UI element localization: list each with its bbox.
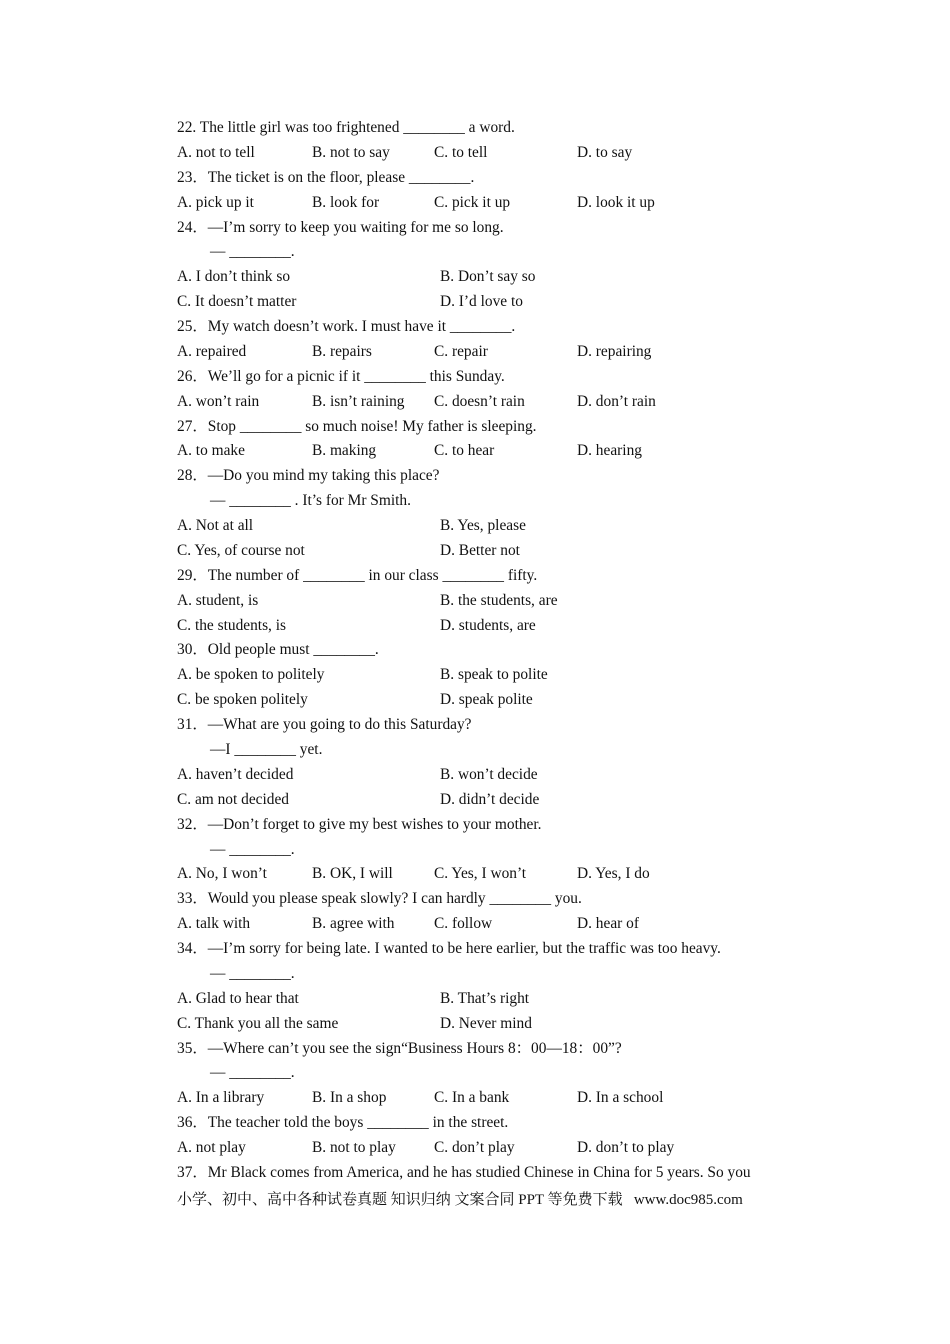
answer-option: B. the students, are [440,591,558,609]
answer-option: A. to make [177,442,245,460]
dialogue-reply: — ________. [210,840,295,858]
question-text: 30．Old people must ________. [177,641,379,659]
answer-option: A. student, is [177,591,259,609]
answer-option: B. agree with [312,915,395,933]
answer-option: B. repairs [312,342,372,360]
answer-option: C. It doesn’t matter [177,293,297,311]
answer-option: D. In a school [577,1089,664,1107]
answer-option: D. I’d love to [440,293,523,311]
answer-option: D. hearing [577,442,642,460]
question-text: 22. The little girl was too frightened ________ a word. [177,119,515,136]
question-text: 32．—Don’t forget to give my best wishes to your mother. [177,815,542,833]
answer-option: D. students, are [440,616,536,634]
dialogue-reply: — ________. [210,1064,295,1082]
answer-option: A. be spoken to politely [177,666,325,684]
answer-option: A. not play [177,1139,246,1157]
answer-option: A. pick up it [177,193,254,211]
answer-option: B. Yes, please [440,517,526,535]
question-text: 37．Mr Black comes from America, and he has studied Chinese in China for 5 years. So you [177,1163,751,1181]
answer-option: D. don’t rain [577,392,656,410]
answer-option: B. Don’t say so [440,268,536,286]
page-footer: 小学、初中、高中各种试卷真题 知识归纳 文案合同 PPT 等免费下载 www.doc985.com [177,1192,743,1208]
answer-option: D. Better not [440,541,520,559]
question-text: 27．Stop ________ so much noise! My father is sleeping. [177,417,537,435]
question-text: 25．My watch doesn’t work. I must have it ________. [177,318,516,336]
answer-option: B. not to play [312,1139,396,1157]
dialogue-reply: — ________. [210,243,295,261]
answer-option: A. not to tell [177,143,255,161]
answer-option: D. repairing [577,342,652,360]
dialogue-reply: —I ________ yet. [210,741,323,758]
answer-option: C. Yes, of course not [177,541,305,559]
answer-option: D. speak polite [440,691,533,709]
question-text: 36．The teacher told the boys ________ in the street. [177,1114,509,1132]
answer-option: D. don’t to play [577,1139,675,1157]
answer-option: D. didn’t decide [440,790,540,808]
question-text: 29．The number of ________ in our class ________ fifty. [177,566,538,584]
question-text: 31．—What are you going to do this Saturday? [177,716,472,734]
answer-option: B. won’t decide [440,765,538,783]
answer-option: D. Yes, I do [577,865,650,883]
answer-option: D. Never mind [440,1014,532,1032]
answer-option: C. repair [434,342,488,360]
answer-option: D. look it up [577,193,655,211]
answer-option: D. hear of [577,915,639,933]
answer-option: C. to hear [434,442,495,460]
answer-option: A. haven’t decided [177,765,294,783]
answer-option: B. In a shop [312,1089,387,1107]
question-text: 26．We’ll go for a picnic if it ________ this Sunday. [177,367,505,385]
answer-option: C. be spoken politely [177,691,308,709]
answer-option: C. Yes, I won’t [434,865,527,883]
answer-option: A. won’t rain [177,392,260,410]
question-text: 24．—I’m sorry to keep you waiting for me so long. [177,218,504,236]
answer-option: B. That’s right [440,989,530,1007]
answer-option: C. In a bank [434,1089,510,1107]
answer-option: C. doesn’t rain [434,392,525,410]
question-text: 35．—Where can’t you see the sign“Business Hours 8：00—18：00”? [177,1039,622,1057]
answer-option: A. Glad to hear that [177,989,299,1007]
answer-option: B. OK, I will [312,865,393,883]
question-text: 34．—I’m sorry for being late. I wanted to be here earlier, but the traffic was too heavy. [177,940,721,958]
answer-option: A. I don’t think so [177,268,291,286]
answer-option: A. In a library [177,1089,265,1107]
answer-option: A. repaired [177,342,247,360]
answer-option: A. talk with [177,915,251,933]
answer-option: C. don’t play [434,1139,515,1157]
answer-option: B. speak to polite [440,666,548,684]
answer-option: B. not to say [312,143,390,161]
answer-option: A. Not at all [177,517,254,535]
answer-option: C. follow [434,915,493,933]
dialogue-reply: — ________. [210,964,295,982]
answer-option: C. Thank you all the same [177,1014,339,1032]
question-text: 33．Would you please speak slowly? I can hardly ________ you. [177,890,582,908]
answer-option: B. making [312,442,377,460]
question-text: 23．The ticket is on the floor, please ________. [177,168,475,186]
answer-option: A. No, I won’t [177,865,267,883]
answer-option: C. the students, is [177,616,287,634]
answer-option: C. am not decided [177,790,289,808]
answer-option: C. to tell [434,143,488,161]
question-text: 28．—Do you mind my taking this place? [177,467,440,485]
answer-option: D. to say [577,143,633,161]
answer-option: C. pick it up [434,193,511,211]
answer-option: B. look for [312,193,380,211]
dialogue-reply: — ________ . It’s for Mr Smith. [210,492,411,510]
answer-option: B. isn’t raining [312,392,405,410]
